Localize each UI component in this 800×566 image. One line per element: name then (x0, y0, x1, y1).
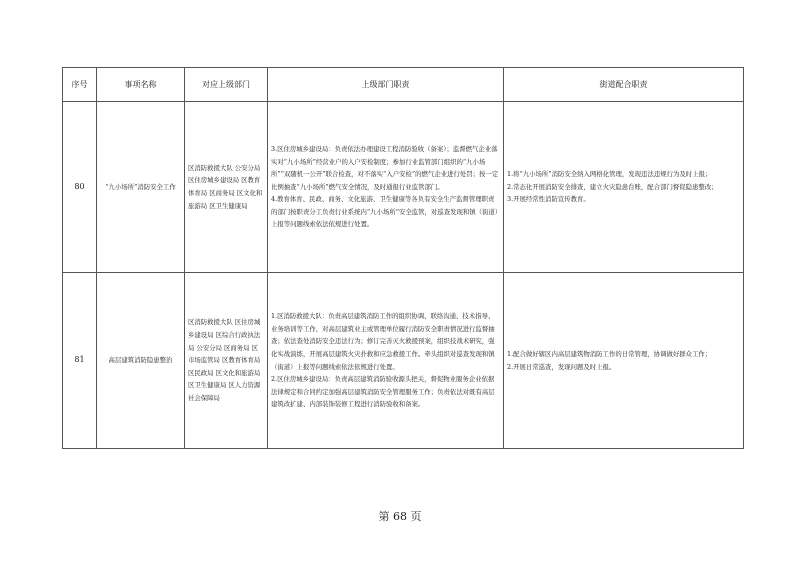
street-duties (504, 102, 744, 273)
item-name: “九小场所”消防安全工作 (97, 102, 185, 273)
superior-depts: 区消防救援大队 区住房城乡建设局 区综合行政执法局 公安分局 区商务局 区市场监管局 区教育体育局 区民政局 区文化和旅游局 区卫生健康局 区人力资源社会保障局 (185, 273, 268, 449)
street-duties (504, 273, 744, 449)
street-duty-item: 3.开展经常性消防宣传教育。 (507, 195, 590, 204)
street-duty-item: 1.将“九小场所”消防安全纳入网格化管理，发现违法违规行为及时上报； (507, 170, 712, 179)
duty-paragraph: 4.教育体育、民政、商务、文化旅游、卫生健康等各负有安全生产监督管理职责的部门按职责分工负责行业系统内“九小场所”安全监管，对巡查发现和镇（街道）上报等问题线索依法依规进行处置。 (271, 195, 499, 229)
duty-table (62, 67, 744, 449)
street-duty-item: 1.配合做好辖区内高层建筑物消防工作的日常管理，协调做好群众工作； (507, 349, 712, 358)
item-name: 高层建筑消防隐患整治 (97, 273, 185, 449)
superior-depts: 区消防救援大队 公安分局 区住房城乡建设局 区教育体育局 区商务局 区文化和旅游局 区卫生健康局 (185, 102, 268, 273)
table-row (63, 102, 744, 273)
header-serial: 序号 (63, 68, 97, 102)
header-street-duties: 街道配合职责 (504, 68, 744, 102)
header-superior-duties: 上级部门职责 (268, 68, 504, 102)
table-row (63, 273, 744, 449)
row-number: 81 (63, 273, 97, 449)
street-duty-item: 2.常态化开展消防安全排查，建立火灾隐患台账，配合部门督促隐患整改； (507, 182, 718, 191)
header-superior-dept: 对应上级部门 (185, 68, 268, 102)
street-duty-item: 2.开展日常巡查，发现问题及时上报。 (507, 362, 616, 371)
table-header-row (63, 68, 744, 102)
duty-paragraph: 2.区住房城乡建设局：负责高层建筑消防验收源头把关，督促物业服务企业依据法律规定和合同约定加强高层建筑消防安全管理服务工作；负责依法对既有高层建筑改扩建、内部装饰装修工程进行消防验收和备案。 (271, 375, 495, 409)
duty-paragraph: 3.区住房城乡建设局：负责依法办理建设工程消防验收（备案）；监督燃气企业落实对“九小场所”经营业户的入户安检制度；参加行业监管部门组织的“九小场所”“双随机一公开”联合检查，对不落实“入户安检”的燃气企业进行处罚；按一定比例抽查“九小场所”燃气安全情况，及时通报行业监管部门。 (271, 144, 499, 191)
superior-duties (268, 273, 504, 449)
duty-paragraph: 1.区消防救援大队：负责高层建筑消防工作的组织协调、联络沟通、技术指导、业务培训等工作，对高层建筑业主或管理单位履行消防安全职责情况进行监督抽查；依法查处消防安全违法行为；修订完善灭火救援预案，组织技战术研究，强化实战演练，开展高层建筑火灾扑救和应急救援工作。牵头组织对巡查发现和镇（街道）上报等问题线索依法依规进行处置。 (271, 312, 495, 371)
header-item-name: 事项名称 (97, 68, 185, 102)
superior-duties (268, 102, 504, 273)
row-number: 80 (63, 102, 97, 273)
page-number: 第 68 页 (378, 510, 422, 523)
